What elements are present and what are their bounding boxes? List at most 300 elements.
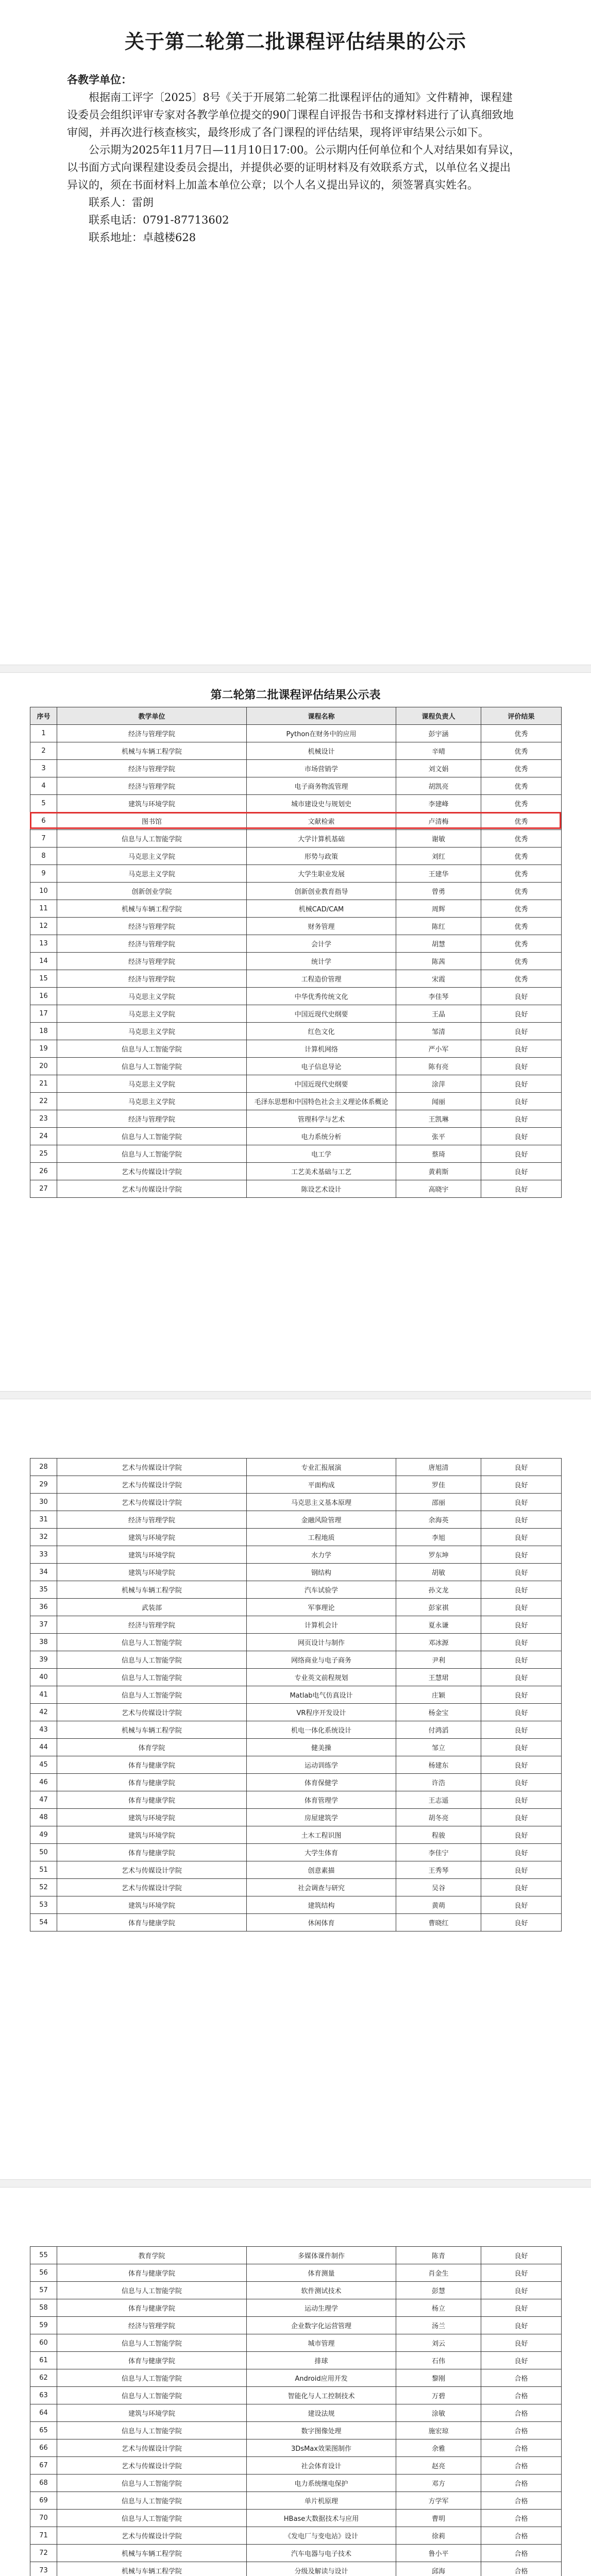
table-cell: 信息与人工智能学院 — [57, 2282, 247, 2299]
table-cell: 56 — [30, 2264, 57, 2282]
table-cell: 肖金生 — [396, 2264, 481, 2282]
table-cell: 良好 — [481, 1616, 562, 1634]
table-cell: 51 — [30, 1861, 57, 1879]
table-cell: 良好 — [481, 1774, 562, 1791]
table-cell: 3DsMax效果图制作 — [247, 2439, 396, 2457]
table-row — [30, 777, 562, 795]
table-cell: 形势与政策 — [247, 848, 396, 865]
table-cell: 55 — [30, 2247, 57, 2264]
table-cell: 电工学 — [247, 1145, 396, 1163]
table-cell: 网页设计与制作 — [247, 1634, 396, 1651]
table-row — [30, 725, 562, 742]
table-cell: 财务管理 — [247, 918, 396, 935]
table-cell: Matlab电气仿真设计 — [247, 1686, 396, 1704]
table-cell: 教育学院 — [57, 2247, 247, 2264]
table-cell: 陈红 — [396, 918, 481, 935]
table-row — [30, 1896, 562, 1914]
table-cell: 52 — [30, 1879, 57, 1896]
table-cell: 23 — [30, 1110, 57, 1128]
table-cell: 32 — [30, 1529, 57, 1546]
contact-phone: 联系电话：0791-87713602 — [89, 214, 229, 226]
table-cell: 体育与健康学院 — [57, 1914, 247, 1931]
table-cell: 良好 — [481, 2317, 562, 2334]
table-cell: 尹利 — [396, 1651, 481, 1669]
table-cell: 蔡琦 — [396, 1145, 481, 1163]
table-row — [30, 2282, 562, 2299]
table-cell: 周辉 — [396, 900, 481, 918]
table-row — [30, 953, 562, 970]
table-row — [30, 2527, 562, 2545]
table-cell: 体育与健康学院 — [57, 2299, 247, 2317]
table-cell: 良好 — [481, 2299, 562, 2317]
table-cell: 平面构成 — [247, 1476, 396, 1494]
table-cell: 陈有亮 — [396, 1058, 481, 1075]
table-cell: 良好 — [481, 1879, 562, 1896]
table-cell: 社会调查与研究 — [247, 1879, 396, 1896]
table-cell: 机械CAD/CAM — [247, 900, 396, 918]
table-cell: 工程地质 — [247, 1529, 396, 1546]
table-cell: 18 — [30, 1023, 57, 1040]
column-header: 教学单位 — [57, 707, 247, 725]
table-cell: 曹晓红 — [396, 1914, 481, 1931]
table-row — [30, 1616, 562, 1634]
table-row — [30, 2562, 562, 2576]
table-cell: 邹立 — [396, 1739, 481, 1756]
table-cell: 多媒体课件制作 — [247, 2247, 396, 2264]
table-cell: 信息与人工智能学院 — [57, 1651, 247, 1669]
table-cell: 余海英 — [396, 1511, 481, 1529]
table-cell: 16 — [30, 988, 57, 1005]
table-cell: 4 — [30, 777, 57, 795]
table-cell: 良好 — [481, 1791, 562, 1809]
table-cell: 良好 — [481, 2334, 562, 2352]
table-cell: 胡冬亮 — [396, 1809, 481, 1826]
table-row — [30, 1879, 562, 1896]
table-cell: 良好 — [481, 1180, 562, 1198]
table-cell: 艺术与传媒设计学院 — [57, 1163, 247, 1180]
table-cell: 经济与管理学院 — [57, 953, 247, 970]
table-cell: 73 — [30, 2562, 57, 2576]
table-cell: 建筑与环境学院 — [57, 795, 247, 812]
table-cell: 良好 — [481, 2282, 562, 2299]
table-cell: 施宏琼 — [396, 2422, 481, 2439]
notice-paragraph-1: 根据南工评字〔2025〕8号《关于开展第二轮第二批课程评估的通知》文件精神，课程建设委员会组织评审专家对各教学单位提交的90门课程自评报告书和支撑材料进行了认真细致地审阅，并再次进行核查核实，最终形成了各门课程的评估结果，现将评审结果公示如下。 — [67, 91, 514, 139]
table-cell: 艺术与传媒设计学院 — [57, 1879, 247, 1896]
table-cell: 杨建东 — [396, 1756, 481, 1774]
table-cell: 机械与车辆工程学院 — [57, 900, 247, 918]
table-cell: 刘文娟 — [396, 760, 481, 777]
table-row — [30, 1581, 562, 1599]
table-cell: 李建峰 — [396, 795, 481, 812]
table-cell: 中国近现代史纲要 — [247, 1005, 396, 1023]
table-cell: 优秀 — [481, 812, 562, 830]
table-row — [30, 795, 562, 812]
table-cell: 辛晴 — [396, 742, 481, 760]
table-cell: 刘红 — [396, 848, 481, 865]
page-divider — [0, 665, 591, 673]
table-cell: 良好 — [481, 1110, 562, 1128]
table-row — [30, 1163, 562, 1180]
table-row — [30, 988, 562, 1005]
table-cell: 唐旭清 — [396, 1459, 481, 1476]
table-cell: 信息与人工智能学院 — [57, 830, 247, 848]
table-cell: 30 — [30, 1494, 57, 1511]
table-cell: 经济与管理学院 — [57, 935, 247, 953]
table-cell: 45 — [30, 1756, 57, 1774]
table-cell: 合格 — [481, 2545, 562, 2562]
table-cell: 57 — [30, 2282, 57, 2299]
table-cell: 万碧 — [396, 2387, 481, 2404]
table-row — [30, 1686, 562, 1704]
table-cell: 良好 — [481, 1145, 562, 1163]
table-row — [30, 1459, 562, 1476]
table-cell: 29 — [30, 1476, 57, 1494]
table-cell: 27 — [30, 1180, 57, 1198]
table-cell: 文献检索 — [247, 812, 396, 830]
table-cell: 60 — [30, 2334, 57, 2352]
table-cell: 机械与车辆工程学院 — [57, 742, 247, 760]
table-cell: 大学计算机基础 — [247, 830, 396, 848]
table-cell: 优秀 — [481, 742, 562, 760]
table-cell: 63 — [30, 2387, 57, 2404]
table-cell: 智能化与人工控制技术 — [247, 2387, 396, 2404]
table-cell: 毛泽东思想和中国特色社会主义理论体系概论 — [247, 1093, 396, 1110]
table-cell: 创新创业学院 — [57, 883, 247, 900]
table-cell: 邹清 — [396, 1023, 481, 1040]
table-cell: 武装部 — [57, 1599, 247, 1616]
page-divider — [0, 1391, 591, 1399]
table-cell: 《发电厂与变电站》设计 — [247, 2527, 396, 2545]
table-cell: 刘云 — [396, 2334, 481, 2352]
table-row — [30, 1040, 562, 1058]
table-cell: 赵亮 — [396, 2457, 481, 2475]
table-cell: 中国近现代史纲要 — [247, 1075, 396, 1093]
table-cell: 38 — [30, 1634, 57, 1651]
table-cell: 罗东坤 — [396, 1546, 481, 1564]
table-cell: 马克思主义学院 — [57, 1093, 247, 1110]
table-cell: 39 — [30, 1651, 57, 1669]
table-cell: 经济与管理学院 — [57, 1110, 247, 1128]
table-cell: 良好 — [481, 1058, 562, 1075]
table-cell: 65 — [30, 2422, 57, 2439]
table-cell: 体育与健康学院 — [57, 1756, 247, 1774]
table-cell: 马克思主义学院 — [57, 988, 247, 1005]
table-cell: 王建华 — [396, 865, 481, 883]
table-cell: 10 — [30, 883, 57, 900]
table-row — [30, 2422, 562, 2439]
results-table — [30, 1458, 562, 1931]
table-cell: 建设法规 — [247, 2404, 396, 2422]
table-cell: 张平 — [396, 1128, 481, 1145]
table-cell: 电子信息导论 — [247, 1058, 396, 1075]
table-cell: 艺术与传媒设计学院 — [57, 1180, 247, 1198]
table-row — [30, 848, 562, 865]
table-row — [30, 742, 562, 760]
table-cell: 69 — [30, 2492, 57, 2510]
table-cell: 机械与车辆工程学院 — [57, 2545, 247, 2562]
table-cell: 良好 — [481, 1581, 562, 1599]
table-cell: 计算机会计 — [247, 1616, 396, 1634]
table-cell: 邓方 — [396, 2475, 481, 2492]
table-cell: 良好 — [481, 1511, 562, 1529]
table-cell: 建筑与环境学院 — [57, 1826, 247, 1844]
table-row — [30, 883, 562, 900]
table-cell: 艺术与传媒设计学院 — [57, 1861, 247, 1879]
table-cell: 电力系统继电保护 — [247, 2475, 396, 2492]
table-cell: 68 — [30, 2475, 57, 2492]
table-cell: 艺术与传媒设计学院 — [57, 2439, 247, 2457]
table-cell: 统计学 — [247, 953, 396, 970]
table-row — [30, 2247, 562, 2264]
table-cell: 软件测试技术 — [247, 2282, 396, 2299]
table-row — [30, 2510, 562, 2527]
table-cell: 良好 — [481, 1686, 562, 1704]
table-cell: 建筑与环境学院 — [57, 2404, 247, 2422]
table-cell: 良好 — [481, 1040, 562, 1058]
table-cell: 良好 — [481, 1494, 562, 1511]
table-cell: 陈青 — [396, 2247, 481, 2264]
table-row — [30, 935, 562, 953]
table-cell: 社会体育设计 — [247, 2457, 396, 2475]
table-row — [30, 2475, 562, 2492]
table-row — [30, 830, 562, 848]
table-cell: 庄颖 — [396, 1686, 481, 1704]
table-cell: 彭宇涵 — [396, 725, 481, 742]
table-cell: 马克思主义学院 — [57, 865, 247, 883]
table-cell: 59 — [30, 2317, 57, 2334]
table-cell: 良好 — [481, 1459, 562, 1476]
table-cell: 黎刚 — [396, 2369, 481, 2387]
table-cell: 优秀 — [481, 830, 562, 848]
table-cell: 邓冰源 — [396, 1634, 481, 1651]
table-cell: 信息与人工智能学院 — [57, 1669, 247, 1686]
table-cell: 吴谷 — [396, 1879, 481, 1896]
table-cell: 61 — [30, 2352, 57, 2369]
table-row — [30, 1093, 562, 1110]
table-cell: 建筑与环境学院 — [57, 1564, 247, 1581]
table-cell: 21 — [30, 1075, 57, 1093]
table-cell: 杨金宝 — [396, 1704, 481, 1721]
table-cell: 58 — [30, 2299, 57, 2317]
table-cell: HBase大数据技术与应用 — [247, 2510, 396, 2527]
table-cell: 良好 — [481, 1529, 562, 1546]
table-cell: 优秀 — [481, 725, 562, 742]
table-cell: 13 — [30, 935, 57, 953]
table-cell: 良好 — [481, 1896, 562, 1914]
table-cell: 艺术与传媒设计学院 — [57, 1494, 247, 1511]
table-row — [30, 1145, 562, 1163]
table-cell: 数字图像处理 — [247, 2422, 396, 2439]
table-cell: 孙文龙 — [396, 1581, 481, 1599]
table-cell: 合格 — [481, 2475, 562, 2492]
table-cell: 鲁小平 — [396, 2545, 481, 2562]
table-cell: 黄莉斯 — [396, 1163, 481, 1180]
table-cell: 机械设计 — [247, 742, 396, 760]
table-cell: 体育与健康学院 — [57, 1844, 247, 1861]
table-row — [30, 1651, 562, 1669]
table-row — [30, 2299, 562, 2317]
table-cell: 体育保健学 — [247, 1774, 396, 1791]
table-row — [30, 1564, 562, 1581]
table-cell: 良好 — [481, 1093, 562, 1110]
table-cell: 合格 — [481, 2404, 562, 2422]
table-cell: 优秀 — [481, 900, 562, 918]
results-table — [30, 2246, 562, 2576]
table-cell: 企业数字化运营管理 — [247, 2317, 396, 2334]
table-cell: 良好 — [481, 1476, 562, 1494]
table-cell: 良好 — [481, 1546, 562, 1564]
table-cell: 经济与管理学院 — [57, 725, 247, 742]
table-cell: 胡凯亮 — [396, 777, 481, 795]
table-title: 第二轮第二批课程评估结果公示表 — [210, 689, 381, 702]
table-cell: 陈茜 — [396, 953, 481, 970]
table-header-row — [30, 707, 562, 725]
table-cell: 徐莉 — [396, 2527, 481, 2545]
table-cell: 建筑与环境学院 — [57, 1809, 247, 1826]
table-cell: 50 — [30, 1844, 57, 1861]
table-cell: 信息与人工智能学院 — [57, 1040, 247, 1058]
table-cell: 24 — [30, 1128, 57, 1145]
table-row — [30, 1110, 562, 1128]
table-cell: 良好 — [481, 1023, 562, 1040]
table-cell: 信息与人工智能学院 — [57, 2369, 247, 2387]
table-cell: 良好 — [481, 1651, 562, 1669]
table-row — [30, 2404, 562, 2422]
table-cell: 建筑结构 — [247, 1896, 396, 1914]
table-cell: Python在财务中的应用 — [247, 725, 396, 742]
table-cell: 艺术与传媒设计学院 — [57, 2457, 247, 2475]
table-cell: 余雅 — [396, 2439, 481, 2457]
table-row — [30, 970, 562, 988]
table-row — [30, 760, 562, 777]
table-cell: 22 — [30, 1093, 57, 1110]
table-cell: 49 — [30, 1826, 57, 1844]
table-cell: 王慧珺 — [396, 1669, 481, 1686]
table-cell: 54 — [30, 1914, 57, 1931]
table-cell: 67 — [30, 2457, 57, 2475]
table-cell: 黄萌 — [396, 1896, 481, 1914]
table-cell: 42 — [30, 1704, 57, 1721]
table-cell: 建筑与环境学院 — [57, 1896, 247, 1914]
table-cell: 41 — [30, 1686, 57, 1704]
table-cell: 良好 — [481, 1005, 562, 1023]
table-cell: 体育测量 — [247, 2264, 396, 2282]
table-cell: 72 — [30, 2545, 57, 2562]
table-cell: Android应用开发 — [247, 2369, 396, 2387]
table-row — [30, 1669, 562, 1686]
table-cell: 信息与人工智能学院 — [57, 2334, 247, 2352]
table-cell: 排球 — [247, 2352, 396, 2369]
table-cell: 电子商务物流管理 — [247, 777, 396, 795]
table-cell: 罗佳 — [396, 1476, 481, 1494]
table-cell: 1 — [30, 725, 57, 742]
table-cell: 良好 — [481, 2352, 562, 2369]
table-cell: 杨立 — [396, 2299, 481, 2317]
table-cell: 水力学 — [247, 1546, 396, 1564]
table-cell: 网络商业与电子商务 — [247, 1651, 396, 1669]
table-cell: 汽车电器与电子技术 — [247, 2545, 396, 2562]
table-cell: 艺术与传媒设计学院 — [57, 2527, 247, 2545]
table-row — [30, 900, 562, 918]
table-cell: 信息与人工智能学院 — [57, 2422, 247, 2439]
table-cell: 马克思主义基本原理 — [247, 1494, 396, 1511]
table-cell: 优秀 — [481, 848, 562, 865]
contact-address: 联系地址：卓越楼628 — [89, 231, 196, 244]
table-cell: 体育与健康学院 — [57, 2352, 247, 2369]
table-cell: 付鸿滔 — [396, 1721, 481, 1739]
table-cell: 40 — [30, 1669, 57, 1686]
table-cell: 14 — [30, 953, 57, 970]
table-cell: 彭慧 — [396, 2282, 481, 2299]
table-cell: 良好 — [481, 1739, 562, 1756]
table-cell: 47 — [30, 1791, 57, 1809]
table-cell: 优秀 — [481, 935, 562, 953]
table-cell: 合格 — [481, 2422, 562, 2439]
column-header: 评价结果 — [481, 707, 562, 725]
table-cell: 良好 — [481, 1826, 562, 1844]
table-cell: 28 — [30, 1459, 57, 1476]
table-cell: 良好 — [481, 1634, 562, 1651]
table-cell: 26 — [30, 1163, 57, 1180]
table-cell: 宋霞 — [396, 970, 481, 988]
table-row — [30, 1739, 562, 1756]
table-row — [30, 2387, 562, 2404]
table-cell: 合格 — [481, 2510, 562, 2527]
table-cell: 胡慧 — [396, 935, 481, 953]
table-cell: 12 — [30, 918, 57, 935]
table-cell: 优秀 — [481, 795, 562, 812]
table-cell: 良好 — [481, 1809, 562, 1826]
table-cell: 市场营销学 — [247, 760, 396, 777]
table-cell: 信息与人工智能学院 — [57, 1128, 247, 1145]
table-row — [30, 2317, 562, 2334]
table-row — [30, 2457, 562, 2475]
table-cell: 创意素描 — [247, 1861, 396, 1879]
table-row — [30, 1476, 562, 1494]
table-cell: 红色文化 — [247, 1023, 396, 1040]
table-cell: 大学生职业发展 — [247, 865, 396, 883]
table-cell: 信息与人工智能学院 — [57, 2475, 247, 2492]
table-row — [30, 1774, 562, 1791]
table-cell: 良好 — [481, 1599, 562, 1616]
table-cell: 大学生体育 — [247, 1844, 396, 1861]
table-cell: 石伟 — [396, 2352, 481, 2369]
table-cell: 3 — [30, 760, 57, 777]
table-cell: 体育与健康学院 — [57, 1791, 247, 1809]
table-cell: 15 — [30, 970, 57, 988]
table-row — [30, 1058, 562, 1075]
table-cell: 胡敏 — [396, 1564, 481, 1581]
table-cell: 信息与人工智能学院 — [57, 2387, 247, 2404]
table-cell: 信息与人工智能学院 — [57, 1634, 247, 1651]
table-cell: 王秀琴 — [396, 1861, 481, 1879]
table-cell: 优秀 — [481, 953, 562, 970]
table-row — [30, 865, 562, 883]
table-cell: 涂萍 — [396, 1075, 481, 1093]
table-cell: 经济与管理学院 — [57, 2317, 247, 2334]
notice-page — [0, 0, 591, 702]
table-cell: 曾勇 — [396, 883, 481, 900]
notice-paragraph-2: 公示期为2025年11月7日—11月10日17:00。公示期内任何单位和个人对结果如有异议，以书面方式向课程建设委员会提出，并提供必要的证明材料及有效联系方式，以单位名义提出异议的，须在书面材料上加盖本单位公章；以个人名义提出异议的，须签署真实姓名。 — [67, 144, 520, 191]
table-cell: 信息与人工智能学院 — [57, 2510, 247, 2527]
table-cell: 合格 — [481, 2387, 562, 2404]
table-cell: 程骏 — [396, 1826, 481, 1844]
table-cell: 运动训练学 — [247, 1756, 396, 1774]
table-cell: 19 — [30, 1040, 57, 1058]
table-cell: 马克思主义学院 — [57, 1075, 247, 1093]
table-row — [30, 2369, 562, 2387]
table-cell: 44 — [30, 1739, 57, 1756]
